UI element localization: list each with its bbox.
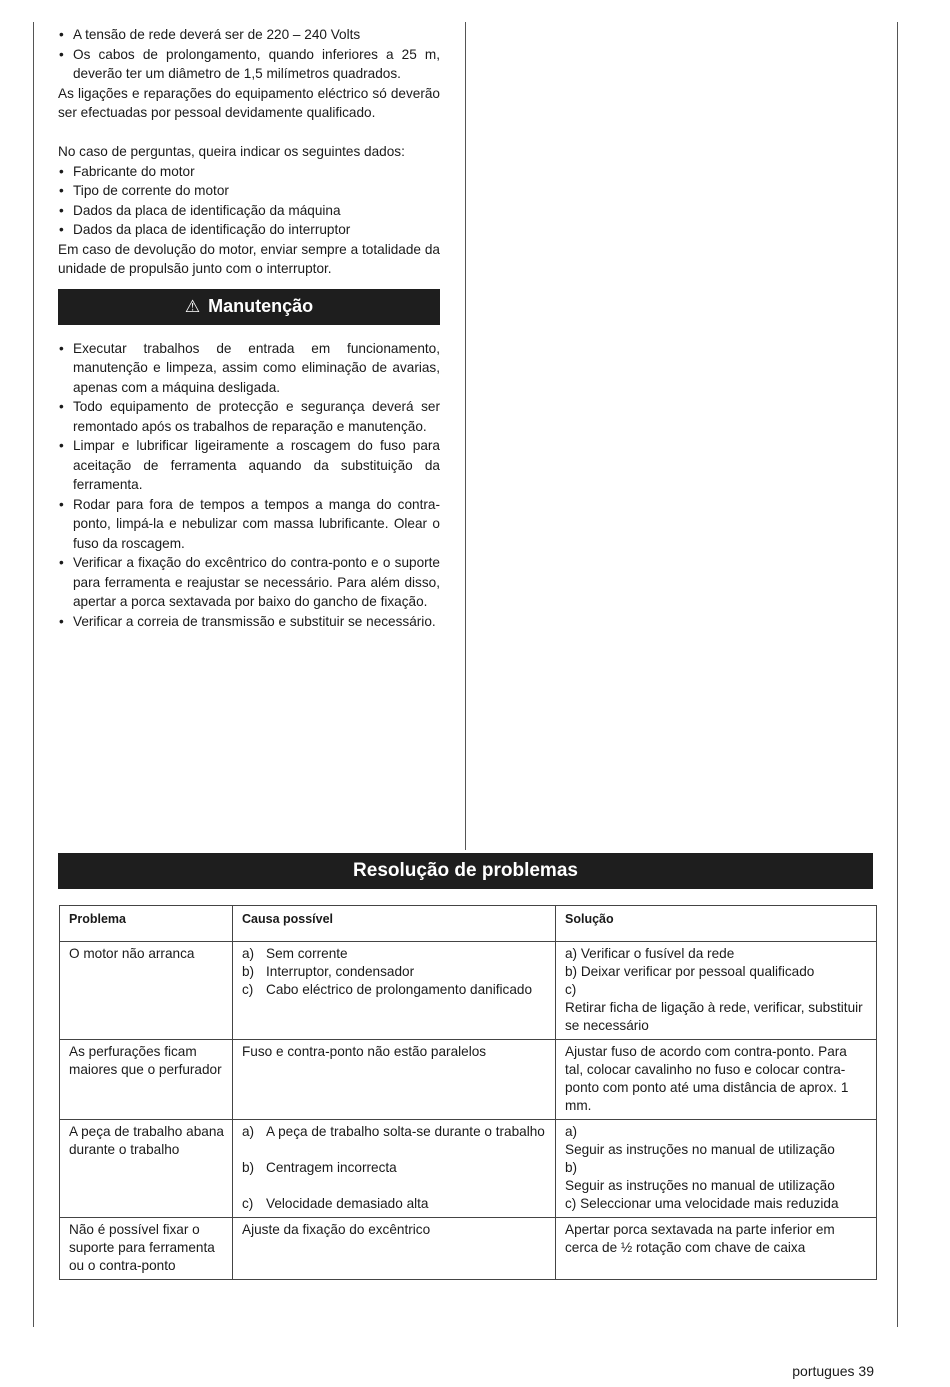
problem-cell: O motor não arranca xyxy=(60,942,233,1040)
warning-triangle-icon: ⚠ xyxy=(184,296,201,316)
problem-cell: As perfurações ficam maiores que o perfurador xyxy=(60,1040,233,1120)
list-item: • Todo equipamento de protecção e segurança deverá ser remontado após os trabalhos de reparação e manutenção. xyxy=(58,397,440,436)
header-cause: Causa possível xyxy=(233,906,556,942)
list-item: • Limpar e lubrificar ligeiramente a roscagem do fuso para aceitação de ferramenta aquando da substituição da ferramenta. xyxy=(58,436,440,495)
table-header-row xyxy=(60,906,877,942)
table-row xyxy=(60,1120,877,1218)
table-row xyxy=(60,1218,877,1280)
page-number: portugues 39 xyxy=(792,1363,874,1379)
cause-cell: Fuso e contra-ponto não estão paralelos xyxy=(233,1040,556,1120)
cause-cell: Ajuste da fixação do excêntrico xyxy=(233,1218,556,1280)
list-item: • Os cabos de prolongamento, quando inferiores a 25 m, deverão ter um diâmetro de 1,5 milímetros quadrados. xyxy=(58,45,440,84)
cause-cell: a) Sem corrente b) Interruptor, condensador c) Cabo eléctrico de prolongamento danificado xyxy=(233,942,556,1040)
solution-cell: Ajustar fuso de acordo com contra-ponto. Para tal, colocar cavalinho no fuso e colocar contra-ponto com ponto até uma distância de aprox. 1 mm. xyxy=(556,1040,877,1120)
solution-cell: Apertar porca sextavada na parte inferior em cerca de ½ rotação com chave de caixa xyxy=(556,1218,877,1280)
maintenance-list xyxy=(58,339,440,632)
list-item: • Verificar a fixação do excêntrico do contra-ponto e o suporte para ferramenta e reajustar se necessário. Para além disso, apertar a porca sextavada por baixo do gancho de fixação. xyxy=(58,553,440,612)
questions-paragraph: No caso de perguntas, queira indicar os seguintes dados: xyxy=(58,144,405,159)
return-paragraph: Em caso de devolução do motor, enviar sempre a totalidade da unidade de propulsão junto com o interruptor. xyxy=(58,241,440,276)
list-item: • Rodar para fora de tempos a tempos a manga do contra-ponto, limpá-la e nebulizar com massa lubrificante. Olear o fuso da roscagem. xyxy=(58,495,440,554)
maintenance-title: Manutenção xyxy=(208,295,314,316)
troubleshooting-table xyxy=(59,905,877,1280)
header-solution: Solução xyxy=(556,906,877,942)
solution-cell: a) Verificar o fusível da rede b) Deixar verificar por pessoal qualificado c) Retirar ficha de ligação à rede, verificar, substituir se necessário xyxy=(556,942,877,1040)
list-item: • Executar trabalhos de entrada em funcionamento, manutenção e limpeza, assim como eliminação de avarias, apenas com a máquina desligada. xyxy=(58,339,440,398)
page-rule-left xyxy=(33,22,34,1327)
cause-cell: a) A peça de trabalho solta-se durante o trabalho b) Centragem incorrecta c) Velocidade demasiado alta xyxy=(233,1120,556,1218)
troubleshooting-heading xyxy=(58,853,873,889)
voltage-list xyxy=(58,25,440,84)
page-rule-right xyxy=(897,22,898,1327)
data-list xyxy=(58,162,440,240)
problem-cell: Não é possível fixar o suporte para ferramenta ou o contra-ponto xyxy=(60,1218,233,1280)
table-row xyxy=(60,1040,877,1120)
list-item: • Fabricante do motor xyxy=(58,162,440,182)
column-divider xyxy=(465,22,466,850)
electric-paragraph: As ligações e reparações do equipamento eléctrico só deverão ser efectuadas por pessoal devidamente qualificado. xyxy=(58,85,440,120)
problem-cell: A peça de trabalho abana durante o trabalho xyxy=(60,1120,233,1218)
maintenance-heading xyxy=(58,289,440,325)
list-item: • Tipo de corrente do motor xyxy=(58,181,440,201)
list-item: • Dados da placa de identificação do interruptor xyxy=(58,220,440,240)
table-row xyxy=(60,942,877,1040)
header-problem: Problema xyxy=(60,906,233,942)
solution-cell: a) Seguir as instruções no manual de utilização b) Seguir as instruções no manual de utilização c) Seleccionar uma velocidade mais reduzida xyxy=(556,1120,877,1218)
left-column xyxy=(58,25,440,631)
list-item: • Verificar a correia de transmissão e substituir se necessário. xyxy=(58,612,440,632)
troubleshooting-title: Resolução de problemas xyxy=(353,860,578,881)
list-item: • A tensão de rede deverá ser de 220 – 240 Volts xyxy=(58,25,440,45)
list-item: • Dados da placa de identificação da máquina xyxy=(58,201,440,221)
